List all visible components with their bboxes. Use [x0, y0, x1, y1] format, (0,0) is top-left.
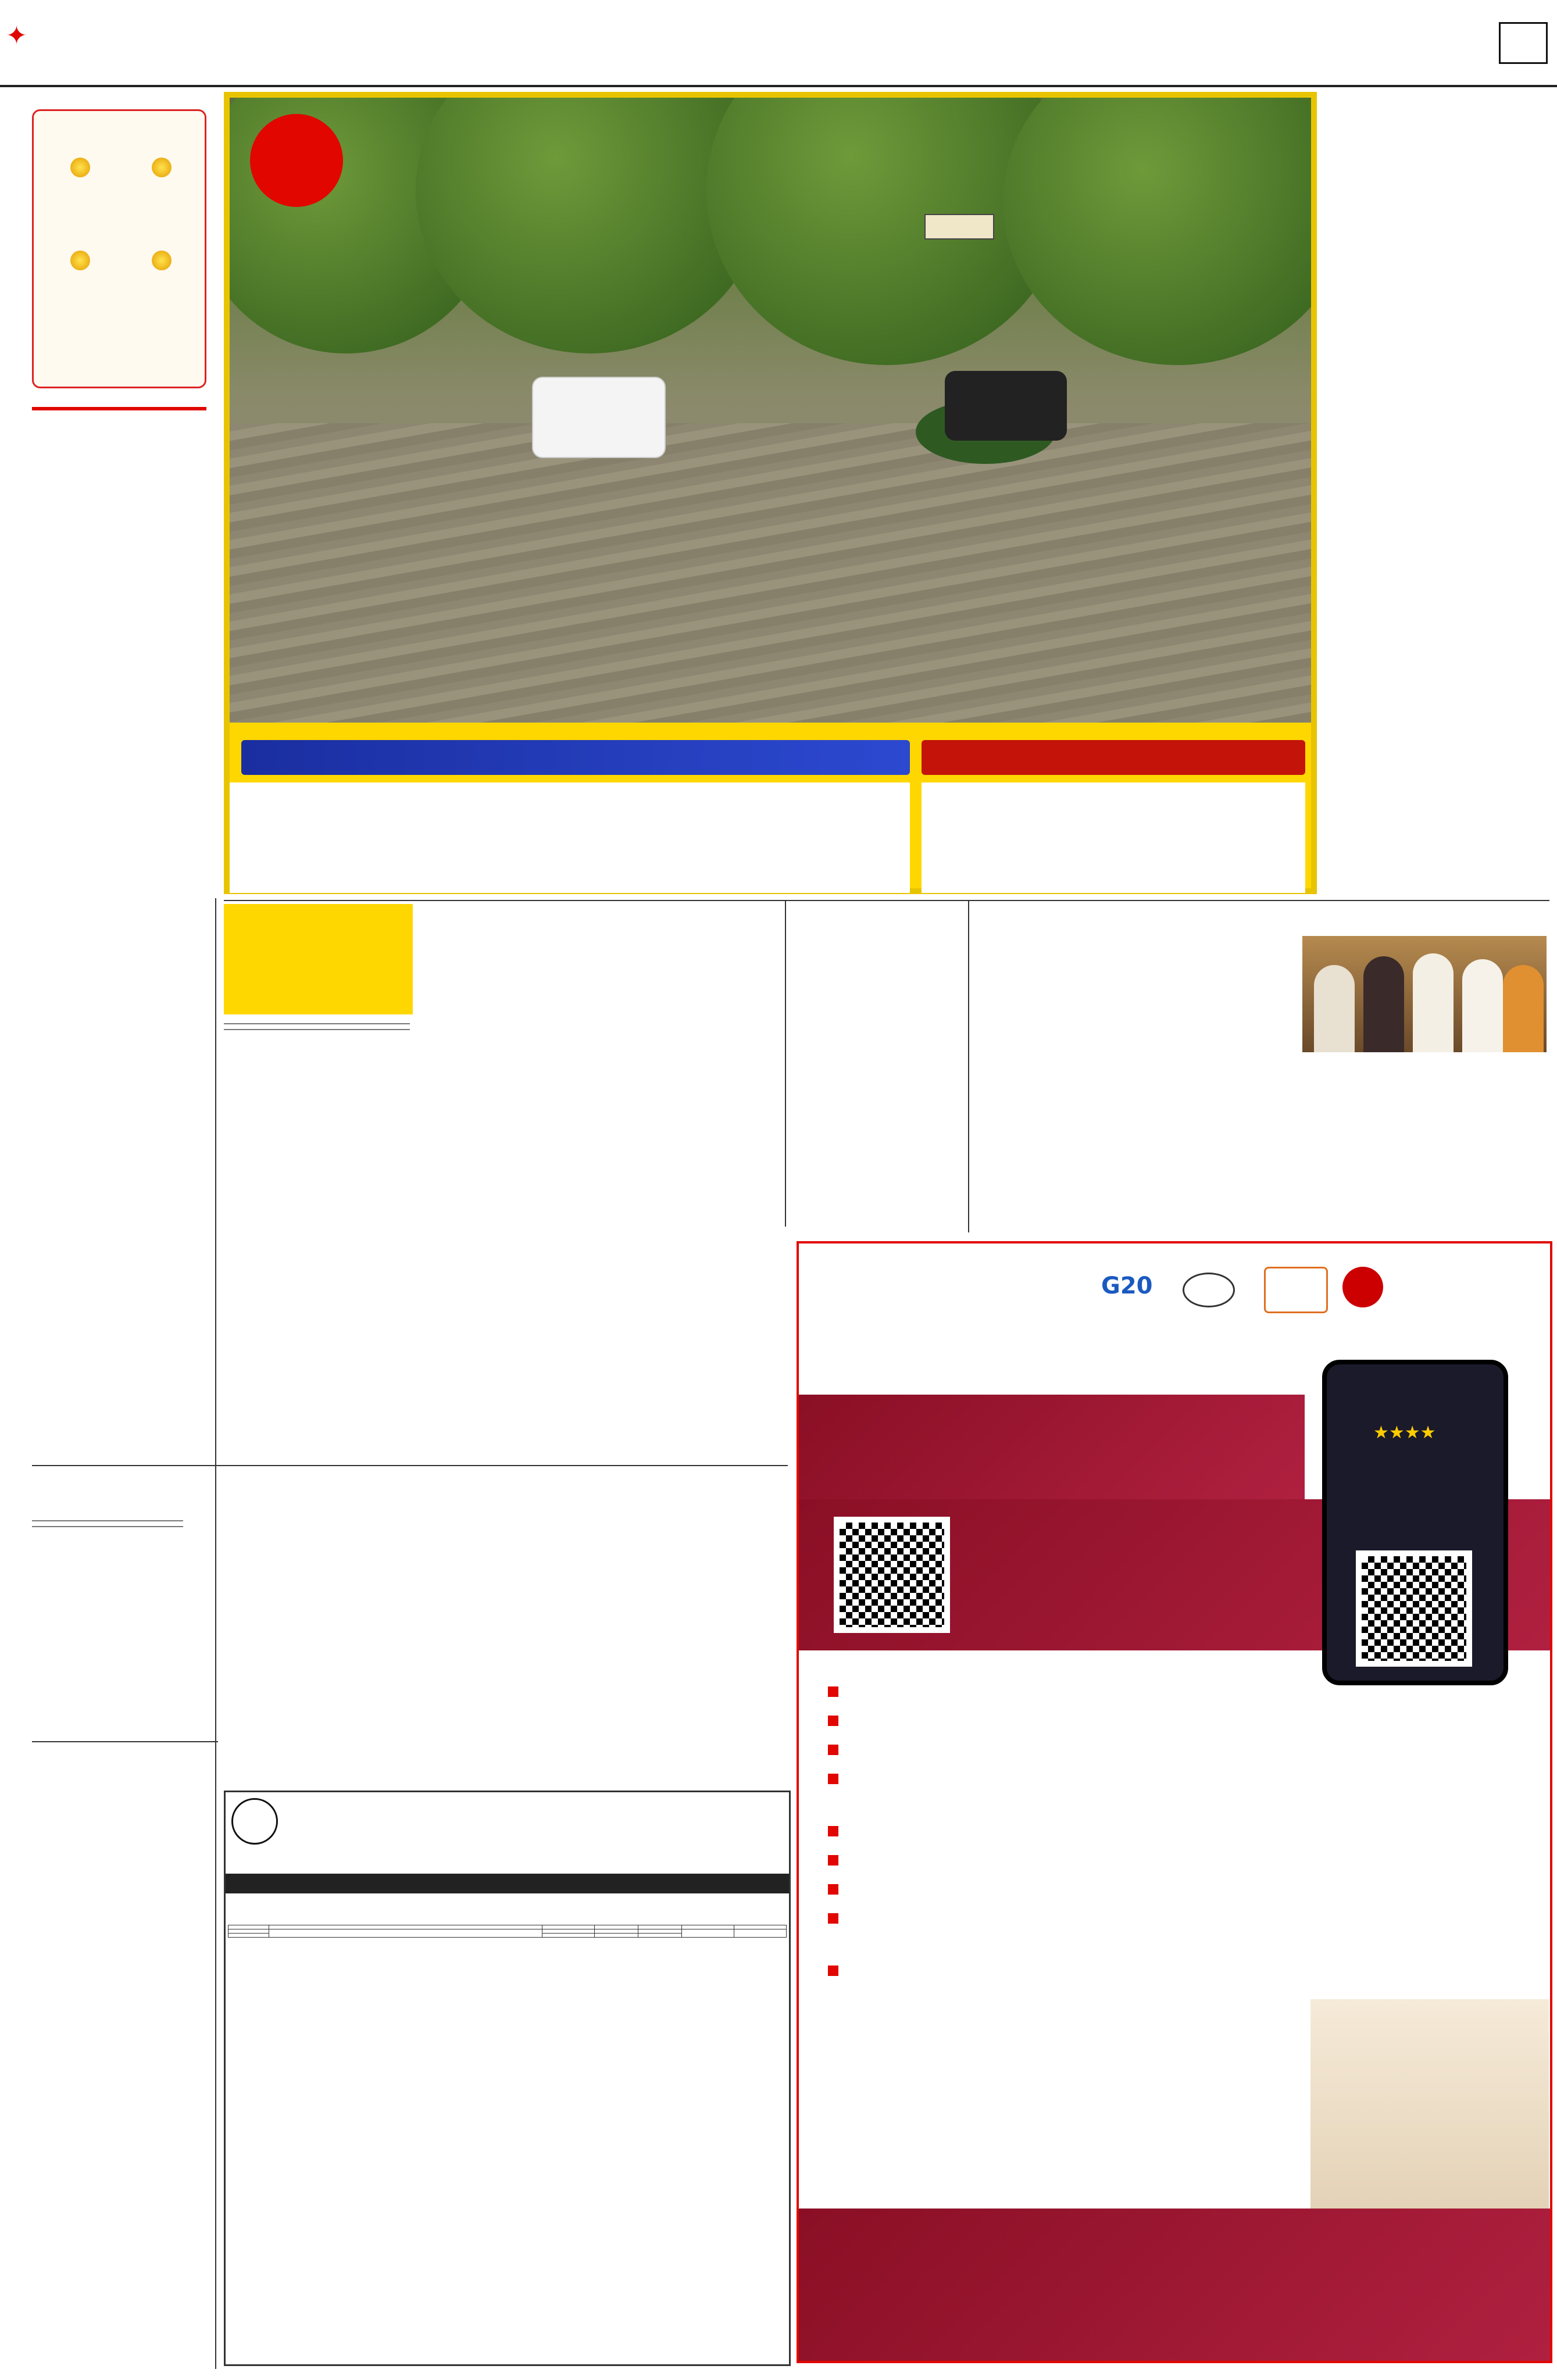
strike-body: [791, 959, 962, 1227]
person-figure: [1363, 956, 1404, 1052]
value-cell: [595, 1929, 638, 1934]
sunrise-cell: [40, 158, 121, 181]
brahman-body-top: [977, 939, 1291, 1055]
blue-bin-icon: [985, 2040, 1055, 2139]
feedback-banner: [799, 1395, 1305, 1499]
spec-cell: [228, 1934, 269, 1938]
fee-cell: [638, 1934, 682, 1938]
swachh-survekshan-ad: [797, 1241, 1552, 2363]
tree-canopy: [1003, 98, 1311, 365]
person-figure: [1413, 953, 1454, 1052]
fee-cell: [638, 1929, 682, 1934]
column-divider: [785, 901, 786, 1227]
highcourt-body-2: [419, 1227, 593, 1337]
caption-trough-line: [241, 740, 910, 775]
lead-story: [224, 92, 1317, 894]
brief-item: [32, 639, 206, 644]
flood-water: [230, 423, 1311, 723]
dark-car: [945, 371, 1067, 441]
rating-stars-icon: ★★★★: [1373, 1423, 1436, 1443]
table-row: [228, 1929, 787, 1934]
value-cell: [595, 1934, 638, 1938]
sun-icon: [70, 251, 90, 270]
lot-cell: [542, 1934, 595, 1938]
corporation-emblem-icon: [1342, 1267, 1383, 1307]
swachh-survekshan-logo: [828, 1267, 1078, 1278]
brahman-body: [977, 1061, 1549, 1230]
tender-heading: [226, 1874, 789, 1893]
ad-footer: [799, 2209, 1550, 2363]
temperature-box: [32, 109, 206, 388]
tender-notice: [224, 1791, 791, 2366]
caption-drain-cleaning: [922, 740, 1305, 775]
lead-text-left: [230, 782, 910, 893]
shop-sign: [924, 214, 994, 240]
brief-item: [32, 936, 206, 941]
flooded-street-photo: [230, 98, 1311, 723]
white-car: [532, 377, 666, 458]
lead-text-right: [922, 782, 1305, 893]
table-header-row: [228, 1925, 787, 1929]
column-header: [542, 1925, 595, 1929]
highcourt-body-4: [602, 1227, 779, 1465]
masthead: [0, 0, 1557, 87]
sun-icon: [70, 158, 90, 177]
brand-separator-icon: ✦: [6, 21, 27, 51]
brief-item: [32, 1227, 206, 1231]
convocation-body: [32, 1796, 218, 2366]
newspaper-logo: [6, 21, 27, 51]
qr-code-icon[interactable]: [1356, 1550, 1472, 1667]
column-header: [638, 1925, 682, 1929]
fort-illustration: [1310, 1999, 1549, 2209]
news-brief-heading: [32, 401, 206, 410]
phone-mockup: [1322, 1360, 1508, 1685]
qr-code-icon[interactable]: [834, 1517, 950, 1633]
ugc-body-4: [616, 1520, 791, 1753]
yellow-bin-icon: [1084, 2040, 1154, 2139]
spec-cell: [228, 1929, 269, 1934]
opening-cell: [734, 1929, 787, 1938]
column-divider: [215, 898, 216, 2369]
material-cell: [269, 1929, 542, 1938]
column-header: [595, 1925, 638, 1929]
brief-item: [32, 453, 206, 458]
sunset-cell: [121, 158, 202, 181]
ugc-body-1: [32, 1558, 218, 1660]
byline: [224, 1023, 410, 1030]
sun-icon: [152, 251, 172, 270]
byline: [32, 1520, 183, 1527]
press-conference-photo: [1302, 936, 1547, 1052]
lead-side-column: [1323, 105, 1549, 895]
highcourt-kicker: [224, 904, 413, 1014]
azadi-amrit-logo-icon: [1264, 1267, 1328, 1313]
person-figure: [1503, 965, 1544, 1052]
qr-instructions: [979, 1517, 1305, 1523]
divider: [32, 1741, 218, 1742]
pocso-body: [419, 1064, 779, 1215]
column-header: [228, 1925, 269, 1929]
swachh-bharat-glasses-icon: [1183, 1273, 1235, 1307]
smart-city-badge: [250, 114, 343, 207]
g20-logo-icon: G20: [1101, 1273, 1153, 1299]
discom-logo-icon: [231, 1798, 278, 1845]
column-header: [269, 1925, 542, 1929]
horizontal-divider: [32, 1465, 788, 1466]
ugc-body-2: [224, 1622, 398, 1738]
person-figure: [1462, 959, 1503, 1052]
page-number: [1499, 22, 1548, 64]
max-temp-cell: [40, 251, 121, 274]
lot-cell: [542, 1929, 595, 1934]
column-divider: [968, 901, 969, 1232]
column-header: [682, 1925, 734, 1929]
sun-icon: [152, 158, 172, 177]
grey-bin-icon: [1183, 2040, 1252, 2139]
tender-table: [228, 1925, 787, 1938]
highcourt-body-1: [224, 1064, 410, 1465]
ugc-body-3: [407, 1622, 581, 1738]
dustbins-illustration: [886, 2022, 1293, 2156]
min-temp-cell: [121, 251, 202, 274]
prebid-cell: [682, 1929, 734, 1938]
green-bin-icon: [886, 2040, 956, 2139]
person-figure: [1314, 965, 1355, 1052]
horizontal-divider: [224, 900, 1549, 901]
column-header: [734, 1925, 787, 1929]
highcourt-body-3: [419, 1392, 593, 1465]
